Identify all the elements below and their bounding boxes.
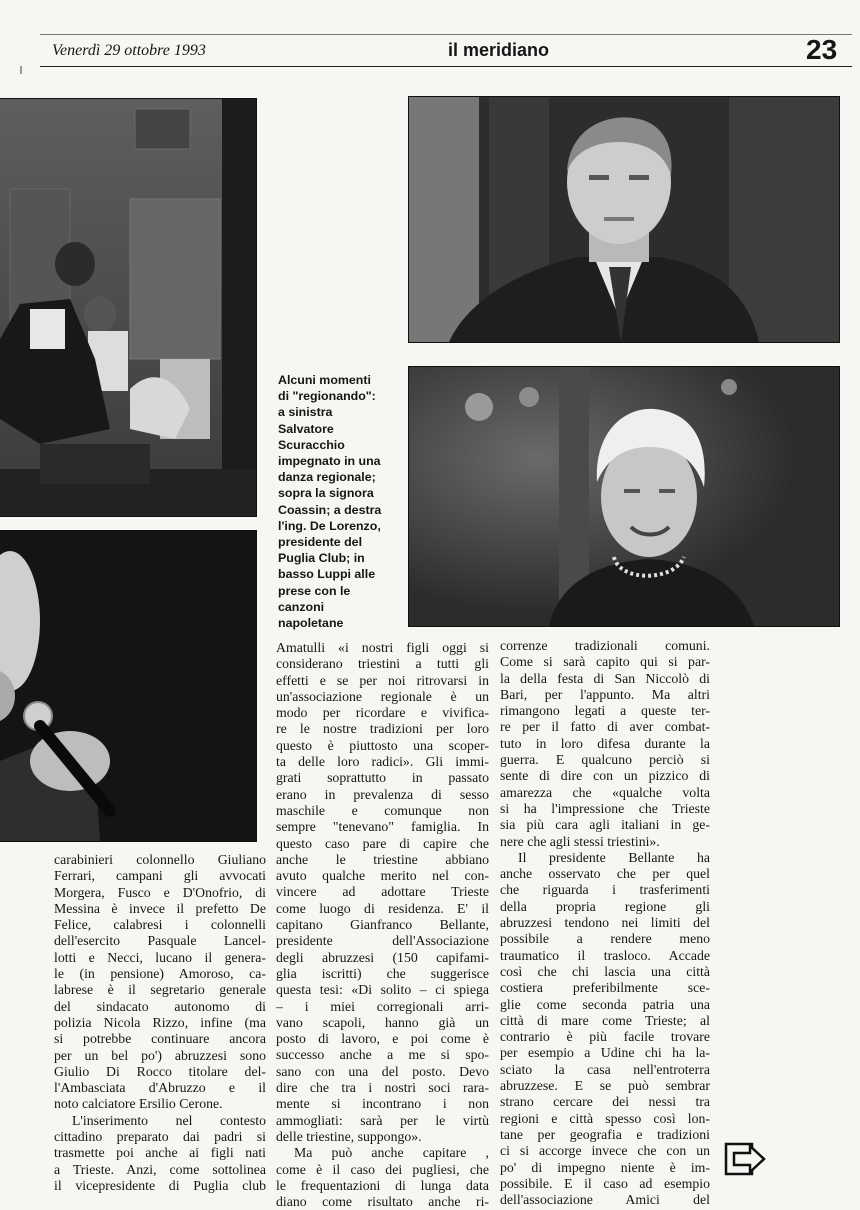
text-line: come luogo di residenza. E' il [276, 900, 489, 916]
caption-line: canzoni [278, 599, 325, 614]
text-line: amarezza che «qualche volta [500, 784, 710, 800]
text-line: Giulio Di Rocco titolare del- [54, 1063, 266, 1079]
article-column-right [500, 638, 710, 1208]
text-line: le (in pensione) Amoroso, ca- [54, 966, 266, 982]
caption-line: prese con le [278, 583, 351, 598]
text-line: abruzzese. E se può sembrar [500, 1078, 710, 1094]
text-line: traumatico il trasloco. Accade [500, 947, 710, 963]
photo-dancer-on-stage [0, 98, 257, 517]
caption-line: l'ing. De Lorenzo, [278, 518, 381, 533]
arrow-right-box-icon [724, 1138, 768, 1182]
text-line: lotti e Necci, lucano il genera- [54, 949, 266, 965]
text-line: come è il caso dei pugliesi, che [276, 1161, 489, 1177]
text-line: Ma può anche capitare , [294, 1145, 489, 1161]
text-line: avuto qualche merito nel con- [276, 868, 489, 884]
text-line: carabinieri colonnello Giuliano [54, 852, 266, 867]
caption-line: di "regionando": [278, 389, 376, 404]
photo-smiling-woman [408, 366, 840, 627]
page-header [0, 0, 860, 70]
text-line: ammogliati: sarà per le virtù [276, 1112, 489, 1128]
text-line: considerano triestini a tutti gli [276, 656, 489, 672]
caption-line: Salvatore [278, 421, 334, 436]
caption-line: presidente del [278, 535, 363, 550]
text-line: si potrebbe continuare ancora [54, 1031, 266, 1047]
text-line: questo caso pare di capire che [276, 835, 489, 851]
caption-line: Coassin; a destra [278, 502, 382, 517]
text-line: trasmette poi anche ai figli nati [54, 1145, 266, 1161]
text-line: le frequentazioni di lunga data [276, 1177, 489, 1193]
text-line: dire che tra i nostri soci rara- [276, 1080, 489, 1096]
text-line: polizia Nicola Rizzo, infine (ma [54, 1014, 266, 1030]
text-line: re le nostre tradizioni per loro [276, 721, 489, 737]
text-line: sempre "tenevano" famiglia. In [276, 819, 489, 835]
text-line: ci si accorge invece che con un [500, 1143, 710, 1159]
text-line: degli abruzzesi (150 capifami- [276, 949, 489, 965]
text-line: possibile a rendere meno [500, 931, 710, 947]
text-line: diano come risultato anche ri- [276, 1194, 489, 1210]
text-line: sente di dire con un pizzico di [500, 768, 710, 784]
text-line: correnze tradizionali comuni. [500, 638, 710, 653]
text-line: maschile e comunque non [276, 802, 489, 818]
header-bottom-rule [40, 66, 852, 67]
text-line: glie come seconda patria una [500, 996, 710, 1012]
text-line: presidente dell'Associazione [276, 933, 489, 949]
photo-caption [278, 372, 402, 631]
text-line: successo anche a me si spo- [276, 1047, 489, 1063]
article-column-left [54, 852, 266, 1194]
text-line: un'associazione regionale è un [276, 688, 489, 704]
text-line: anche osservato che per quel [500, 866, 710, 882]
text-line: vincere ad adottare Trieste [276, 884, 489, 900]
text-line: Come si sarà capito qui si par- [500, 654, 710, 670]
text-line: grati soprattutto in passato [276, 770, 489, 786]
text-line: sia più cara agli italiani in ge- [500, 817, 710, 833]
text-line: possibile. E il caso ad esempio [500, 1175, 710, 1191]
text-line: regioni e città spesso così lon- [500, 1110, 710, 1126]
text-line: ta delle loro radici». Gli immi- [276, 754, 489, 770]
caption-line: sopra la signora [278, 486, 374, 501]
text-line: l'Ambasciata d'Abruzzo e il [54, 1080, 266, 1096]
text-line: posto di lavoro, e poi come è [276, 1031, 489, 1047]
caption-line: napoletane [278, 616, 344, 631]
text-line: capitano Gianfranco Bellante, [276, 917, 489, 933]
caption-line: danza regionale; [278, 470, 376, 485]
text-line: cittadino preparato dai padri si [54, 1129, 266, 1145]
caption-line: impegnato in una [278, 454, 381, 469]
text-line: anche le triestine abbiano [276, 851, 489, 867]
header-top-rule [40, 34, 852, 35]
text-line: L'inserimento nel contesto [72, 1112, 266, 1128]
article-column-middle [276, 640, 489, 1210]
text-line: nere che agli stessi triestini». [500, 833, 660, 849]
text-line: guerra. E qualcuno perciò si [500, 752, 710, 768]
text-line: strano cercare dei nessi tra [500, 1094, 710, 1110]
text-line: il vicepresidente di Puglia club [54, 1177, 266, 1193]
text-line: città di mare come Trieste; al [500, 1012, 710, 1028]
text-line: re per il fatto di aver combat- [500, 719, 710, 735]
text-line: mente si incontrano i non [276, 1096, 489, 1112]
text-line: questo è piuttosto una scoper- [276, 737, 489, 753]
text-line: Felice, calabresi i colonnelli [54, 917, 266, 933]
text-line: vano scapoli, hanno già un [276, 1014, 489, 1030]
text-line: sciato la casa nell'entroterra [500, 1061, 710, 1077]
text-line: delle triestine, suppongo». [276, 1128, 422, 1144]
text-line: si ha l'impressione che Trieste [500, 800, 710, 816]
text-line: che riguarda i trasferimenti [500, 882, 710, 898]
text-line: tuto in loro difesa durante la [500, 735, 710, 751]
text-line: Bari, per l'appunto. Ma altri [500, 686, 710, 702]
photo-singer-with-microphone [0, 530, 257, 842]
text-line: a Trieste. Anzi, come sottolinea [54, 1161, 266, 1177]
text-line: tane per geografia e tradizioni [500, 1126, 710, 1142]
caption-line: Alcuni momenti [278, 373, 371, 387]
caption-line: a sinistra [278, 405, 333, 420]
caption-line: basso Luppi alle [278, 567, 376, 582]
text-line: la della festa di San Niccolò di [500, 670, 710, 686]
text-line: – i miei corregionali arri- [276, 998, 489, 1014]
text-line: modo per ricordare e vivifica- [276, 705, 489, 721]
text-line: contrario è più facile trovare [500, 1029, 710, 1045]
caption-line: Puglia Club; in [278, 551, 365, 566]
text-line: questa tesi: «Di solito – ci spiega [276, 982, 489, 998]
text-line: Amatulli «i nostri figli oggi si [276, 640, 489, 655]
text-line: della propria regione gli [500, 898, 710, 914]
text-line: Il presidente Bellante ha [518, 849, 710, 865]
text-line: Messina è invece il prefetto De [54, 900, 266, 916]
text-line: per esempio a Udine chi ha la- [500, 1045, 710, 1061]
text-line: dell'esercito Pasquale Lancel- [54, 933, 266, 949]
text-line: Morgera, Fusco e D'Onofrio, di [54, 884, 266, 900]
page-number: 23 [806, 34, 838, 65]
text-line: sano con una del posto. Devo [276, 1063, 489, 1079]
text-line: per un bel po') abruzzesi sono [54, 1047, 266, 1063]
text-line: Ferrari, campani gli avvocati [54, 868, 266, 884]
text-line: rimangono legati a queste ter- [500, 703, 710, 719]
text-line: costiera preferibilmente sce- [500, 980, 710, 996]
text-line: effetti e se per noi ritrovarsi in [276, 672, 489, 688]
text-line: dell'associazione Amici del [500, 1192, 710, 1208]
text-line: noto calciatore Ersilio Cerone. [54, 1096, 223, 1112]
text-line: po' di impegno niente è im- [500, 1159, 710, 1175]
text-line: labrese è il segretario generale [54, 982, 266, 998]
text-line: così che chi lascia una città [500, 963, 710, 979]
text-line: del sindacato autonomo di [54, 998, 266, 1014]
text-line: glia iscritti) che suggerisce [276, 965, 489, 981]
photo-man-in-suit [408, 96, 840, 343]
caption-line: Scuracchio [278, 437, 345, 452]
issue-date: Venerdì 29 ottobre 1993 [52, 42, 206, 59]
text-line: erano in prevalenza di sesso [276, 786, 489, 802]
text-line: abruzzesi tendono nei limiti del [500, 915, 710, 931]
newspaper-name: il meridiano [448, 40, 550, 60]
